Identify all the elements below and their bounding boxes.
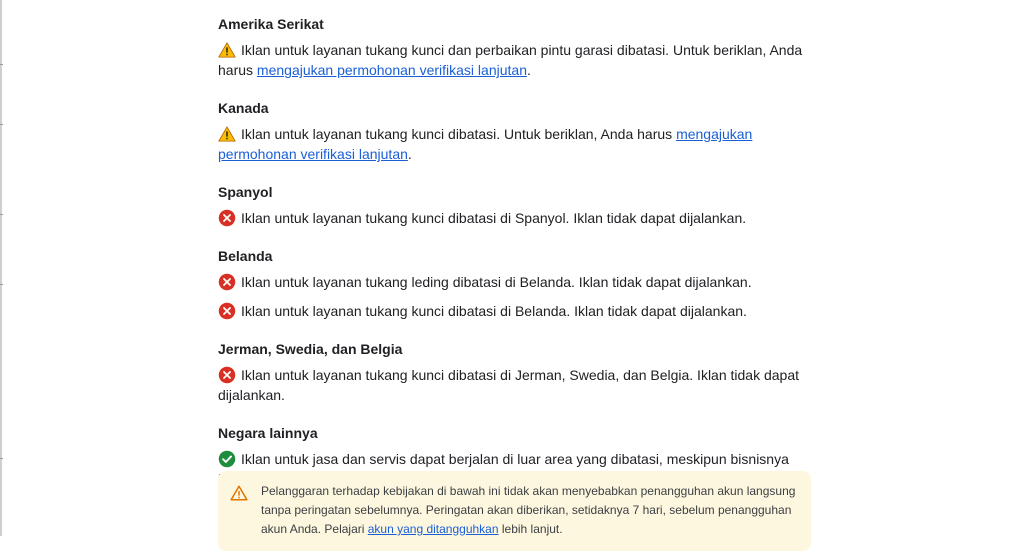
country-section xyxy=(218,182,813,228)
notice-text xyxy=(261,482,801,539)
country-title: Amerika Serikat xyxy=(218,16,324,32)
restriction-text-end: . xyxy=(526,62,531,78)
restriction-text: Iklan untuk layanan tukang kunci dan perbaikan pintu garasi dibatasi. Untuk beriklan, Anda harus xyxy=(218,42,803,78)
verification-link[interactable]: mengajukan permohonan verifikasi lanjutan xyxy=(218,126,753,162)
error-icon xyxy=(218,302,236,320)
notice-text-before: Pelanggaran terhadap kebijakan di bawah ini tidak akan menyebabkan penangguhan akun langsung tanpa peringatan sebelumnya. Peringatan akan diberikan, setidaknya 7 hari, sebelum penangguhan akun Anda. Pelajari xyxy=(261,484,796,536)
country-title: Spanyol xyxy=(218,184,273,200)
restriction-text: Iklan untuk layanan tukang kunci dibatasi di Spanyol. Iklan tidak dapat dijalankan. xyxy=(241,210,747,226)
edge-tick xyxy=(0,64,3,65)
verification-link[interactable]: mengajukan permohonan verifikasi lanjutan xyxy=(256,62,527,78)
suspended-accounts-link[interactable]: akun yang ditangguhkan xyxy=(367,522,499,536)
country-section xyxy=(218,98,813,164)
country-title: Jerman, Swedia, dan Belgia xyxy=(218,341,403,357)
error-icon xyxy=(218,209,236,227)
restriction-row xyxy=(218,40,813,80)
restriction-row xyxy=(218,301,813,321)
edge-tick xyxy=(0,458,3,459)
error-icon xyxy=(218,273,236,291)
notice-text-after: lebih lanjut. xyxy=(498,522,563,536)
country-title: Kanada xyxy=(218,100,269,116)
restriction-text: Iklan untuk jasa dan servis dapat berjalan di luar area yang dibatasi, meskipun bisnisnya xyxy=(241,451,789,467)
restriction-text: Iklan untuk layanan tukang leding dibatasi di Belanda. Iklan tidak dapat dijalankan. xyxy=(241,274,752,290)
window-left-edge xyxy=(0,0,2,536)
country-section xyxy=(218,339,813,405)
restriction-row xyxy=(218,124,813,164)
restriction-text: Iklan untuk layanan tukang kunci dibatasi di Belanda. Iklan tidak dapat dijalankan. xyxy=(241,303,747,319)
country-title: Negara lainnya xyxy=(218,425,318,441)
edge-tick xyxy=(0,284,3,285)
warning-icon xyxy=(218,125,236,143)
edge-tick xyxy=(0,214,3,215)
restriction-list xyxy=(218,14,813,507)
country-title: Belanda xyxy=(218,248,273,264)
country-section xyxy=(218,14,813,80)
edge-tick xyxy=(0,124,3,125)
check-icon xyxy=(218,450,236,468)
error-icon xyxy=(218,366,236,384)
country-section xyxy=(218,246,813,321)
policy-notice xyxy=(218,471,811,551)
restriction-text: Iklan untuk layanan tukang kunci dibatasi. Untuk beriklan, Anda harus xyxy=(241,126,677,142)
restriction-row xyxy=(218,365,813,405)
warning-outline-icon xyxy=(230,484,248,502)
warning-icon xyxy=(218,41,236,59)
restriction-text: Iklan untuk layanan tukang kunci dibatasi di Jerman, Swedia, dan Belgia. Iklan tidak dapat dijalankan. xyxy=(218,367,800,403)
restriction-text-end: . xyxy=(407,146,412,162)
restriction-row xyxy=(218,272,813,292)
restriction-row xyxy=(218,208,813,228)
